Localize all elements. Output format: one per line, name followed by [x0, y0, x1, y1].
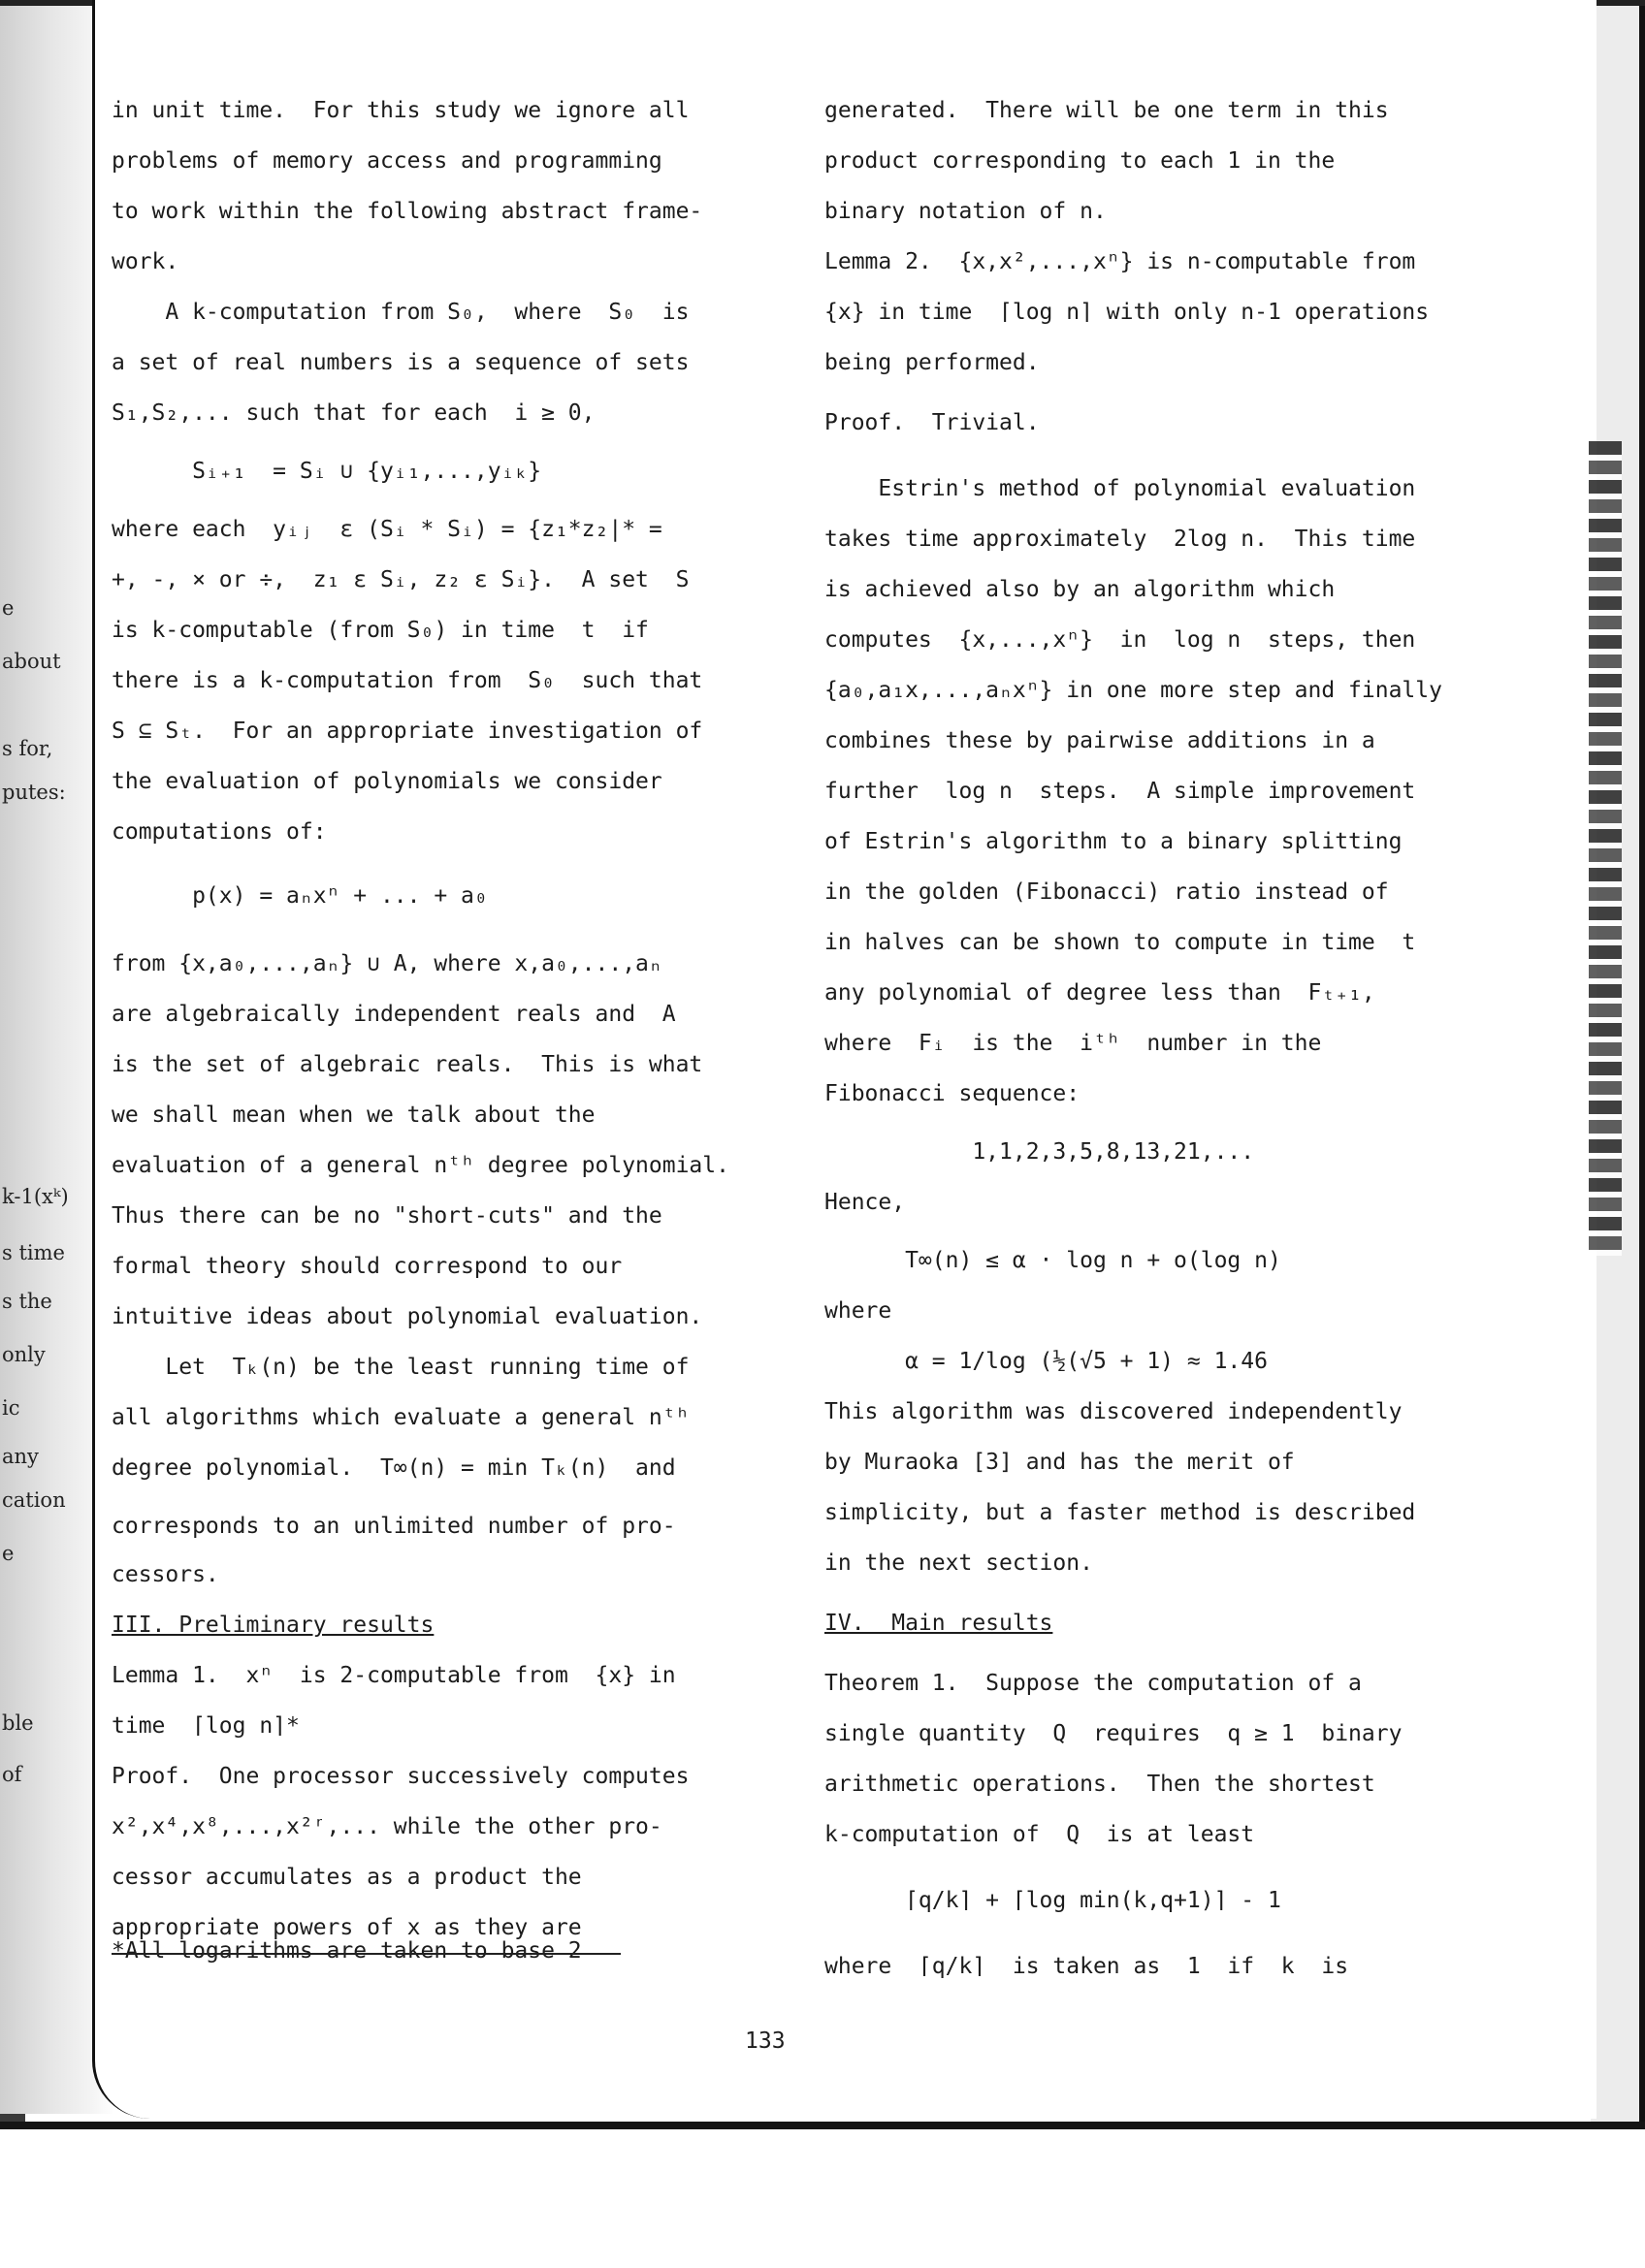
margin-fragment: e	[2, 596, 15, 620]
left-column-line: Proof. One processor successively computes	[112, 1764, 690, 1789]
left-column-line: there is a k-computation from S₀ such that	[112, 668, 703, 693]
margin-fragment: k-1(xᵏ)	[2, 1185, 69, 1208]
page-number: 133	[745, 2028, 786, 2054]
left-column-line: work.	[112, 249, 179, 274]
left-column-line: S₁,S₂,... such that for each i ≥ 0,	[112, 400, 596, 426]
right-column-line: 1,1,2,3,5,8,13,21,...	[824, 1139, 1255, 1165]
right-column-line: where ⌈q/k⌉ is taken as 1 if k is	[824, 1954, 1349, 1979]
right-column-line: generated. There will be one term in this	[824, 98, 1389, 123]
margin-fragment: only	[2, 1343, 46, 1366]
right-column-line: where Fᵢ is the iᵗʰ number in the	[824, 1031, 1322, 1056]
right-column-line: simplicity, but a faster method is described	[824, 1500, 1416, 1525]
right-column-line: where	[824, 1298, 892, 1324]
left-column-line: evaluation of a general nᵗʰ degree polynomial.	[112, 1153, 729, 1178]
left-column-line: intuitive ideas about polynomial evaluation.	[112, 1304, 703, 1329]
left-column-line: p(x) = aₙxⁿ + ... + a₀	[112, 883, 488, 909]
right-column-line: binary notation of n.	[824, 199, 1107, 224]
left-column-line: cessor accumulates as a product the	[112, 1865, 582, 1890]
right-column-line: α = 1/log (½(√5 + 1) ≈ 1.46	[824, 1349, 1268, 1374]
right-column-line: Fibonacci sequence:	[824, 1081, 1081, 1106]
left-column-line: x²,x⁴,x⁸,...,x²ʳ,... while the other pro-	[112, 1814, 662, 1839]
right-column-line: {a₀,a₁x,...,aₙxⁿ} in one more step and finally	[824, 678, 1442, 703]
right-column-line: is achieved also by an algorithm which	[824, 577, 1336, 602]
margin-fragment: about	[2, 650, 61, 673]
left-column-line: are algebraically independent reals and A	[112, 1002, 676, 1027]
right-column-line: takes time approximately 2log n. This time	[824, 527, 1416, 552]
left-column-line: +, -, × or ÷, z₁ ε Sᵢ, z₂ ε Sᵢ}. A set S	[112, 567, 690, 592]
right-column-line: by Muraoka [3] and has the merit of	[824, 1450, 1295, 1475]
right-column-line: IV. Main results	[824, 1611, 1053, 1636]
right-column-line: any polynomial of degree less than Fₜ₊₁,	[824, 980, 1375, 1006]
right-column-line: in the golden (Fibonacci) ratio instead of	[824, 879, 1389, 905]
right-column-line: k-computation of Q is at least	[824, 1822, 1255, 1847]
margin-fragment: cation	[2, 1488, 66, 1512]
left-column-line: degree polynomial. T∞(n) = min Tₖ(n) and	[112, 1455, 676, 1481]
left-column-line: is k-computable (from S₀) in time t if	[112, 618, 649, 643]
right-column-line: This algorithm was discovered independently	[824, 1399, 1403, 1424]
margin-fragment: ic	[2, 1396, 20, 1420]
left-column-line: is the set of algebraic reals. This is what	[112, 1052, 703, 1077]
left-column-line: the evaluation of polynomials we consider	[112, 769, 662, 794]
right-column-line: Estrin's method of polynomial evaluation	[824, 476, 1416, 501]
margin-fragment: s time	[2, 1241, 65, 1264]
left-column-line: Let Tₖ(n) be the least running time of	[112, 1355, 690, 1380]
left-column-line: to work within the following abstract frame-	[112, 199, 703, 224]
right-column-line: in halves can be shown to compute in time t	[824, 930, 1416, 955]
left-column-line: appropriate powers of x as they are	[112, 1915, 582, 1940]
page-edge-markings	[1589, 441, 1622, 1256]
left-column-line: Thus there can be no "short-cuts" and the	[112, 1203, 662, 1229]
left-column-line: Lemma 1. xⁿ is 2-computable from {x} in	[112, 1663, 676, 1688]
right-column-line: product corresponding to each 1 in the	[824, 148, 1336, 174]
left-column-line: problems of memory access and programming	[112, 148, 662, 174]
right-column-line: Lemma 2. {x,x²,...,xⁿ} is n-computable from	[824, 249, 1416, 274]
left-column-line: S ⊆ Sₜ. For an appropriate investigation of	[112, 719, 703, 744]
margin-fragment: putes:	[2, 781, 66, 804]
left-column-line: in unit time. For this study we ignore all	[112, 98, 690, 123]
right-column-line: being performed.	[824, 350, 1040, 375]
left-column-line: from {x,a₀,...,aₙ} ∪ A, where x,a₀,...,aₙ	[112, 951, 662, 976]
margin-fragment: of	[2, 1763, 22, 1786]
right-column-line: combines these by pairwise additions in a	[824, 728, 1375, 753]
left-column-line: corresponds to an unlimited number of pro-	[112, 1514, 676, 1539]
left-column-line: time ⌈log n⌉*	[112, 1713, 300, 1739]
right-column-line: computes {x,...,xⁿ} in log n steps, then	[824, 627, 1416, 653]
left-column-line: formal theory should correspond to our	[112, 1254, 623, 1279]
scan-border-bottom	[0, 2122, 1645, 2129]
left-column-line: III. Preliminary results	[112, 1613, 435, 1638]
left-column-line: we shall mean when we talk about the	[112, 1102, 596, 1128]
left-column-line: *All logarithms are taken to base 2	[112, 1938, 582, 1964]
left-column-line: A k-computation from S₀, where S₀ is	[112, 300, 690, 325]
right-column-line: T∞(n) ≤ α · log n + o(log n)	[824, 1248, 1281, 1273]
scan-border-right	[1639, 0, 1645, 2124]
margin-fragment: e	[2, 1542, 15, 1565]
right-column-line: {x} in time ⌈log n⌉ with only n-1 operations	[824, 300, 1430, 325]
margin-fragment: ble	[2, 1711, 34, 1735]
footnote-rule	[112, 1953, 621, 1955]
right-column-line: Theorem 1. Suppose the computation of a	[824, 1671, 1362, 1696]
left-column-line: where each yᵢⱼ ε (Sᵢ * Sᵢ) = {z₁*z₂|* =	[112, 517, 662, 542]
right-column-line: in the next section.	[824, 1550, 1093, 1576]
margin-fragment: s for,	[2, 737, 53, 760]
right-column-line: further log n steps. A simple improvement	[824, 779, 1416, 804]
left-column-line: computations of:	[112, 819, 327, 845]
margin-fragment: any	[2, 1445, 39, 1468]
right-column-line: single quantity Q requires q ≥ 1 binary	[824, 1721, 1403, 1746]
right-column-line: Hence,	[824, 1190, 906, 1215]
right-column-line: Proof. Trivial.	[824, 410, 1040, 435]
right-column-line: ⌈q/k⌉ + ⌈log min(k,q+1)⌉ - 1	[824, 1888, 1281, 1913]
left-column-line: a set of real numbers is a sequence of sets	[112, 350, 690, 375]
right-column-line: of Estrin's algorithm to a binary splitting	[824, 829, 1403, 854]
left-column-line: cessors.	[112, 1562, 219, 1587]
right-column-line: arithmetic operations. Then the shortest	[824, 1772, 1375, 1797]
left-column-line: Sᵢ₊₁ = Sᵢ ∪ {yᵢ₁,...,yᵢₖ}	[112, 459, 542, 484]
margin-fragment: s the	[2, 1290, 52, 1313]
left-column-line: all algorithms which evaluate a general nᵗʰ	[112, 1405, 690, 1430]
